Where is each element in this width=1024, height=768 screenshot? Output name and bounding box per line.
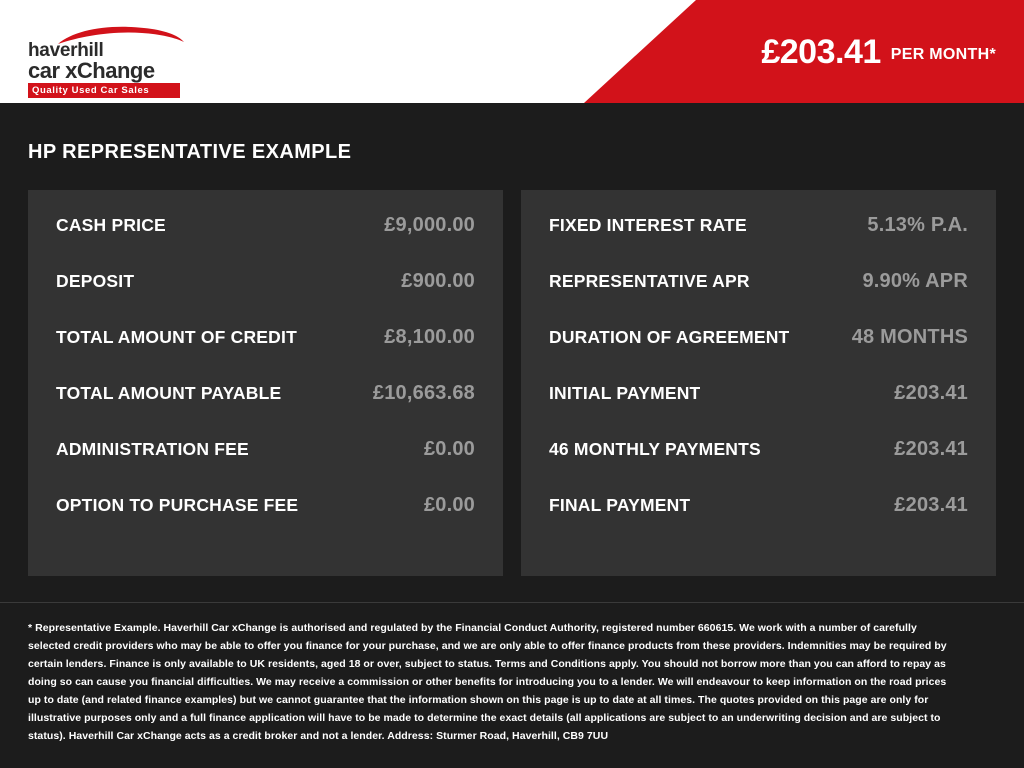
price-amount: £203.41 [761,32,881,71]
logo-line-2: car xChange [28,58,155,83]
row-label: REPRESENTATIVE APR [549,271,750,291]
finance-panel-right [521,190,996,576]
footer [0,602,1024,745]
row-label: INITIAL PAYMENT [549,383,701,403]
row-value: £0.00 [423,494,475,516]
row-label: TOTAL AMOUNT PAYABLE [56,383,282,403]
row-label: FIXED INTEREST RATE [549,215,747,235]
table-row [56,326,475,382]
row-label: DURATION OF AGREEMENT [549,327,790,347]
table-row [549,494,968,550]
row-label: FINAL PAYMENT [549,495,691,515]
row-value: £203.41 [894,438,968,460]
row-value: £10,663.68 [372,382,475,404]
row-value: £203.41 [894,494,968,516]
row-label: OPTION TO PURCHASE FEE [56,495,299,515]
table-row [549,382,968,438]
table-row [56,214,475,270]
row-value: 48 MONTHS [851,326,968,348]
table-row [56,494,475,550]
row-label: ADMINISTRATION FEE [56,439,249,459]
row-value: £900.00 [401,270,475,292]
main-content [0,141,1024,576]
table-row [56,438,475,494]
row-label: DEPOSIT [56,271,135,291]
row-value: £9,000.00 [384,214,475,236]
brand-logo[interactable] [28,24,278,96]
finance-panel-left [28,190,503,576]
finance-panels [28,190,996,576]
row-label: 46 MONTHLY PAYMENTS [549,439,761,459]
table-row [56,382,475,438]
disclaimer-text: * Representative Example. Haverhill Car xChange is authorised and regulated by the Financial Conduct Authority, registered number 660615. We work with a number of carefully selected credit providers who may be able to offer you finance for your purchase, and we are only able to offer finance products from these providers. Indemnities may be required by certain lenders. Finance is only available to UK residents, aged 18 or over, subject to status. Terms and Conditions apply. You should not borrow more than you can afford to repay as doing so can cause you financial difficulties. We may receive a commission or other benefits for introducing you to a lender. We will endeavour to keep information on the road prices up to date (and related finance examples) but we cannot guarantee that the information shown on this page is up to date at all times. The quotes provided on this page are only for illustrative purposes only and a full finance application will have to be made to determine the exact details (all applications are subject to an underwriting decision and are subject to status). Haverhill Car xChange acts as a credit broker and not a lender. Address: Sturmer Road, Haverhill, CB9 7UU [28,622,947,743]
row-label: TOTAL AMOUNT OF CREDIT [56,327,297,347]
table-row [549,270,968,326]
page-header [0,0,1024,103]
row-value: 5.13% P.A. [867,214,968,236]
row-value: £203.41 [894,382,968,404]
monthly-price [761,0,996,103]
row-label: CASH PRICE [56,215,166,235]
row-value: £8,100.00 [384,326,475,348]
table-row [549,438,968,494]
table-row [549,326,968,382]
page-title: HP REPRESENTATIVE EXAMPLE [28,141,352,163]
price-period: PER MONTH* [890,45,996,63]
row-value: £0.00 [423,438,475,460]
logo-line-1: haverhill [28,40,104,61]
table-row [56,270,475,326]
row-value: 9.90% APR [862,270,968,292]
table-row [549,214,968,270]
logo-strapline: Quality Used Car Sales [28,83,180,98]
